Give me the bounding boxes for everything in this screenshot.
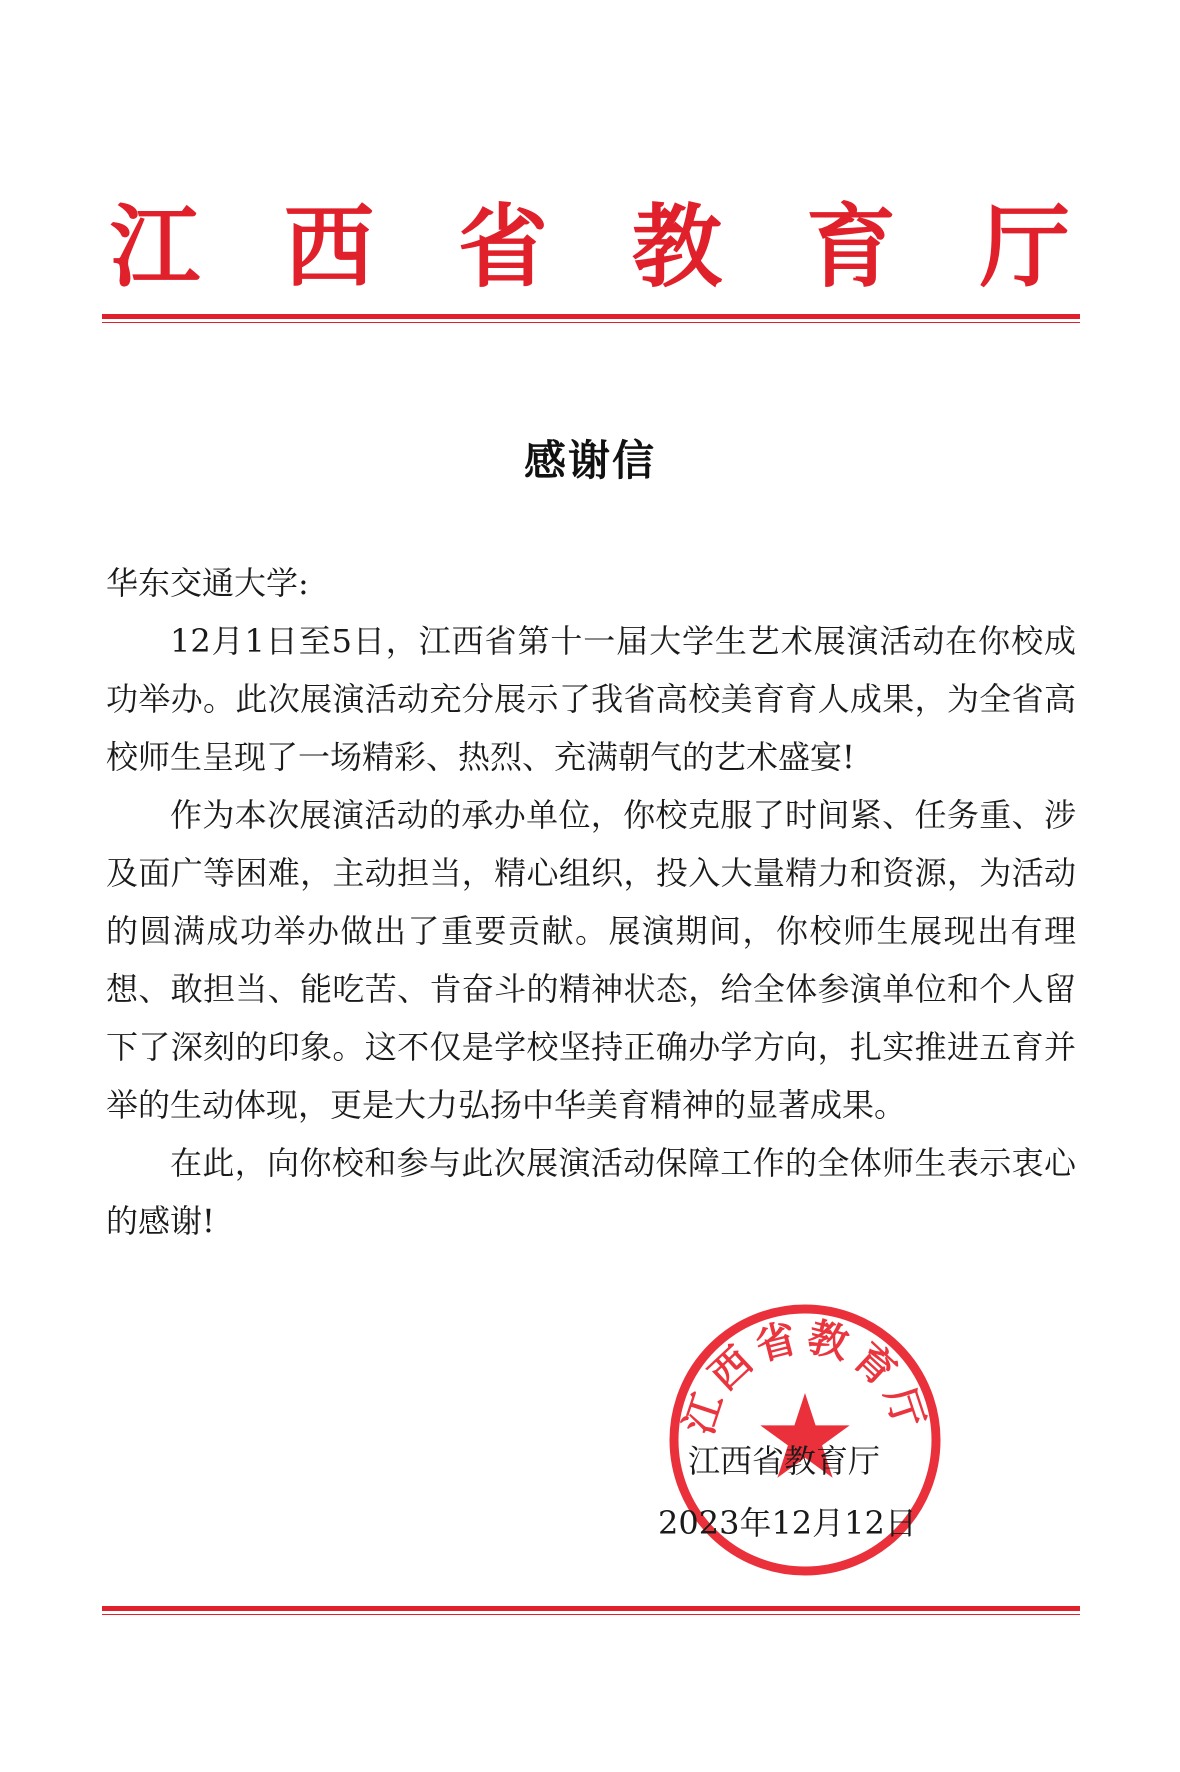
letterhead-char: 西 [284, 194, 374, 300]
paragraph: 作为本次展演活动的承办单位，你校克服了时间紧、任务重、涉及面广等困难，主动担当，精心组织，投入大量精力和资源，为活动的圆满成功举办做出了重要贡献。展演期间，你校师生展现出有理想、敢担当、能吃苦、肯奋斗的精神状态，给全体参演单位和个人留下了深刻的印象。这不仅是学校坚持正确办学方向，扎实推进五育并举的生动体现，更是大力弘扬中华美育精神的显著成果。 [106, 796, 1076, 1124]
letterhead-char: 教 [632, 194, 722, 300]
letterhead-title [100, 192, 1080, 302]
letter-body [106, 554, 1076, 1250]
signature-organization: 江西省教育厅 [688, 1442, 881, 1480]
signature-block [620, 1430, 950, 1554]
letterhead-char: 省 [458, 194, 548, 300]
salutation: 华东交通大学: [106, 564, 309, 602]
signature-date: 2023年12月12日 [658, 1504, 917, 1542]
seal-text: 江西省教育厅 [675, 1313, 935, 1440]
letterhead-char: 育 [806, 194, 896, 300]
paragraph: 12月1日至5日，江西省第十一届大学生艺术展演活动在你校成功举办。此次展演活动充分展示了我省高校美育育人成果，为全省高校师生呈现了一场精彩、热烈、充满朝气的艺术盛宴! [106, 622, 1076, 776]
footer-divider [102, 1606, 1080, 1614]
letterhead-char: 厅 [980, 194, 1070, 300]
paragraph: 在此，向你校和参与此次展演活动保障工作的全体师生表示衷心的感谢! [106, 1144, 1076, 1240]
letterhead-divider [102, 314, 1080, 322]
letter-title: 感谢信 [523, 436, 656, 485]
letterhead-char: 江 [110, 194, 200, 300]
